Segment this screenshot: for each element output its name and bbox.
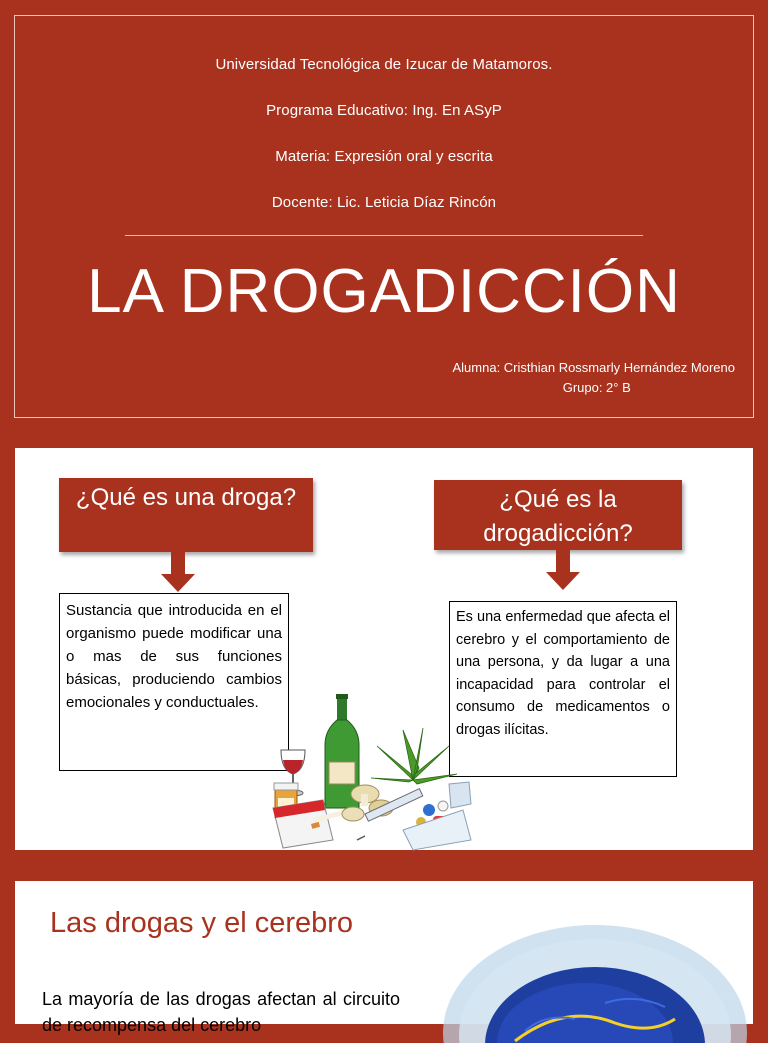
program-line: Programa Educativo: Ing. En ASyP — [266, 102, 502, 119]
page-title: LA DROGADICCIÓN — [87, 257, 681, 326]
definitions-slide — [15, 448, 753, 850]
arrow-down-icon — [161, 552, 195, 594]
section-body: La mayoría de las drogas afectan al circuito de recompensa del cerebro — [42, 989, 400, 1035]
definition-drug: Sustancia que introducida en el organismo puede modificar una o mas de sus funciones básicas, produciendo cambios emocionales y conductuales. — [59, 593, 289, 771]
question-addiction-label: ¿Qué es la drogadicción? — [483, 486, 633, 547]
question-drug-box — [59, 478, 313, 552]
question-drug-label: ¿Qué es una droga? — [75, 484, 297, 511]
teacher-line: Docente: Lic. Leticia Díaz Rincón — [271, 194, 497, 211]
brain-illustration — [435, 923, 755, 1043]
section-title: Las drogas y el cerebro — [50, 907, 354, 939]
definition-addiction: Es una enfermedad que afecta el cerebro y el comportamiento de una persona, y da lugar a una incapacidad para controlar el consumo de medicamentos o drogas ilícitas. — [449, 601, 677, 777]
brain-slide — [15, 881, 753, 1035]
question-addiction-box — [434, 480, 682, 550]
drugs-illustration — [253, 690, 475, 850]
arrow-down-icon — [546, 550, 580, 592]
title-slide — [14, 15, 754, 418]
student-name: Alumna: Cristhian Rossmarly Hernández Moreno — [452, 360, 735, 375]
divider — [125, 235, 643, 236]
university-name: Universidad Tecnológica de Izucar de Matamoros. — [215, 56, 553, 73]
author-block — [452, 358, 735, 398]
subject-line: Materia: Expresión oral y escrita — [275, 148, 493, 165]
group-label: Grupo: 2° B — [562, 380, 631, 395]
